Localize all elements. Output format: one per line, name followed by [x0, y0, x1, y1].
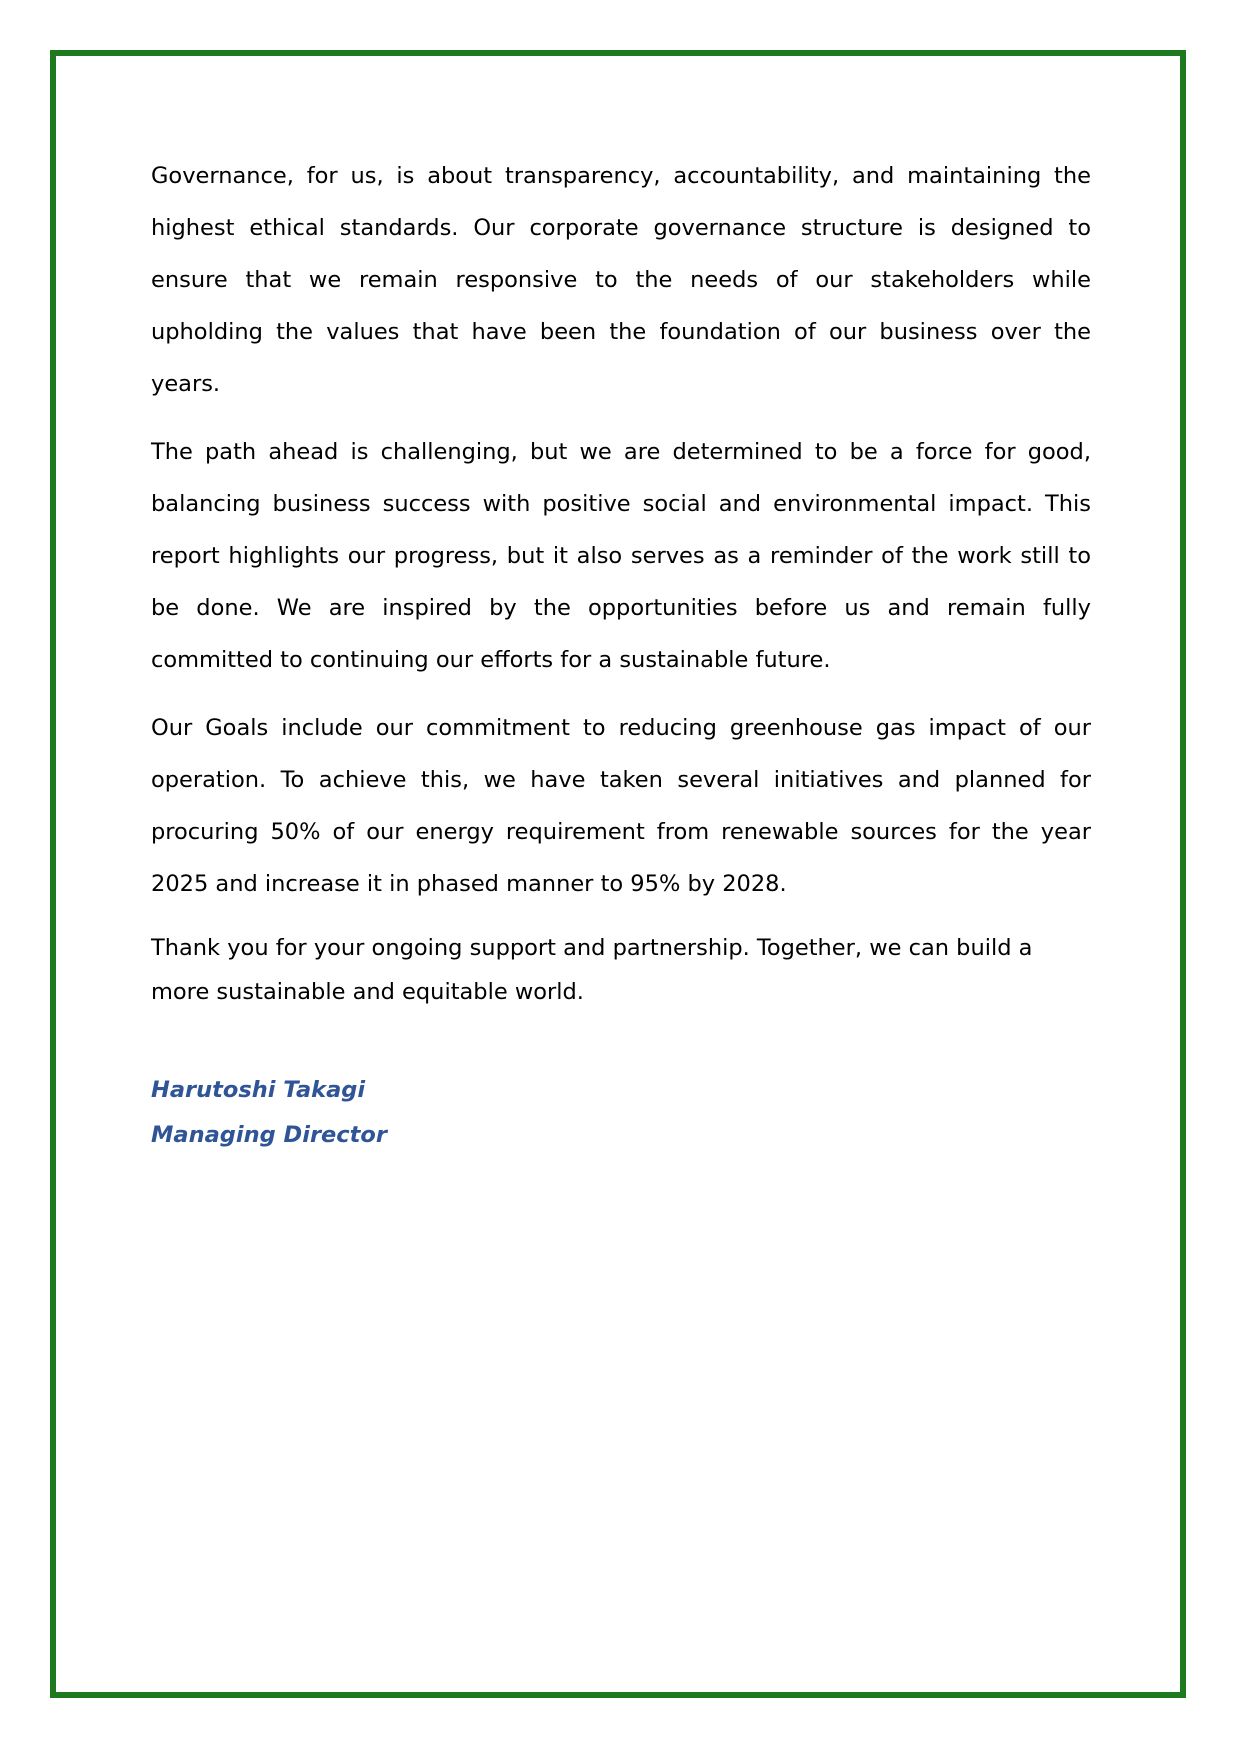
- paragraph-path-ahead: The path ahead is challenging, but we are determined to be a force for good, balancing business success with positive social and environmental impact. This report highlights our progress, but it also serves as a reminder of the work still to be done. We are inspired by the opportunities before us and remain fully committed to continuing our efforts for a sustainable future.: [151, 439, 1091, 673]
- signatory-name: Harutoshi Takagi: [151, 1077, 366, 1103]
- paragraph-thank-you: Thank you for your ongoing support and partnership. Together, we can build a more sustainable and equitable world.: [151, 935, 1033, 1005]
- letter-body: [151, 150, 1091, 1158]
- signatory-title: Managing Director: [151, 1122, 387, 1148]
- signature-block: [151, 1068, 1091, 1158]
- paragraph-governance: Governance, for us, is about transparency, accountability, and maintaining the highest ethical standards. Our corporate governance structure is designed to ensure that we remain responsive to the needs of our stakeholders while upholding the values that have been the foundation of our business over the years.: [151, 163, 1091, 397]
- paragraph-goals: Our Goals include our commitment to reducing greenhouse gas impact of our operation. To achieve this, we have taken several initiatives and planned for procuring 50% of our energy requirement from renewable sources for the year 2025 and increase it in phased manner to 95% by 2028.: [151, 715, 1091, 897]
